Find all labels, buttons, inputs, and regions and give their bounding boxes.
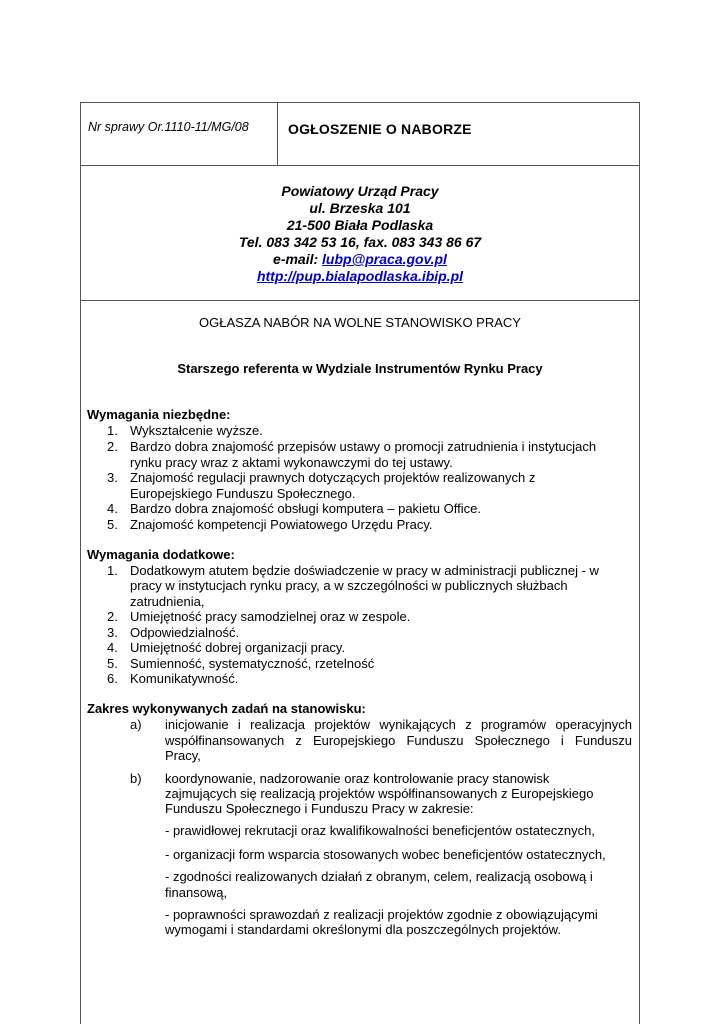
- tasks-heading: Zakres wykonywanych zadań na stanowisku:: [87, 701, 366, 716]
- email-link[interactable]: lubp@praca.gov.pl: [322, 251, 447, 267]
- task-line: Funduszu Społecznego i Funduszu Pracy w zakresie:: [165, 801, 474, 816]
- page-title: OGŁOSZENIE O NABORZE: [288, 121, 472, 137]
- list-item-number: 5.: [107, 656, 118, 671]
- list-item: Wykształcenie wyższe.: [130, 423, 263, 438]
- task-label: b): [130, 771, 142, 786]
- task-subitem: wymogami i standardami określonymi dla poszczególnych projektów.: [165, 922, 561, 937]
- task-line: zajmujących się realizacją projektów współfinansowanych z Europejskiego: [165, 786, 594, 801]
- case-number-cell: [81, 103, 278, 165]
- task-label: a): [130, 717, 142, 732]
- list-item-number: 3.: [107, 470, 118, 485]
- position-title: Starszego referenta w Wydziale Instrumentów Rynku Pracy: [177, 361, 543, 376]
- list-item: Bardzo dobra znajomość obsługi komputera – pakietu Office.: [130, 501, 481, 516]
- list-item-number: 1.: [107, 563, 118, 578]
- list-item: Odpowiedzialność.: [130, 625, 240, 640]
- office-phone: Tel. 083 342 53 16, fax. 083 343 86 67: [238, 234, 482, 250]
- list-item: Bardzo dobra znajomość przepisów ustawy o promocji zatrudnienia i instytucjach: [130, 439, 597, 454]
- task-line: inicjowanie i realizacja projektów wynikających z programów operacyjnych: [165, 717, 632, 732]
- list-item: Umiejętność pracy samodzielnej oraz w zespole.: [130, 609, 411, 624]
- list-item-number: 2.: [107, 609, 118, 624]
- document-frame: [80, 102, 640, 1024]
- list-item-number: 2.: [107, 439, 118, 454]
- list-item: Umiejętność dobrej organizacji pracy.: [130, 640, 346, 655]
- website-link[interactable]: http://pup.bialapodlaska.ibip.pl: [256, 268, 464, 284]
- required-heading: Wymagania niezbędne:: [87, 407, 231, 422]
- office-street: ul. Brzeska 101: [309, 200, 411, 216]
- list-item-number: 3.: [107, 625, 118, 640]
- task-subitem: - prawidłowej rekrutacji oraz kwalifikowalności beneficjentów ostatecznych,: [165, 823, 595, 838]
- task-line: koordynowanie, nadzorowanie oraz kontrolowanie pracy stanowisk: [165, 771, 550, 786]
- header-row: [81, 103, 639, 166]
- task-line: współfinansowanych z Europejskiego Funduszu Społecznego i Funduszu: [165, 733, 632, 748]
- task-subitem: - poprawności sprawozdań z realizacji projektów zgodnie z obowiązującymi: [165, 907, 598, 922]
- list-item-number: 5.: [107, 517, 118, 532]
- task-subitem: finansową,: [165, 885, 228, 900]
- list-item: Znajomość kompetencji Powiatowego Urzędu Pracy.: [130, 517, 433, 532]
- list-item: Sumienność, systematyczność, rzetelność: [130, 656, 375, 671]
- contact-block: [81, 165, 639, 301]
- office-city: 21-500 Biała Podlaska: [286, 217, 434, 233]
- office-email-line: [81, 251, 639, 267]
- list-item-number: 1.: [107, 423, 118, 438]
- list-item: Komunikatywność.: [130, 671, 239, 686]
- office-website-line: [81, 268, 639, 284]
- list-item: pracy w instytucjach rynku pracy, a w szczególności w publicznych służbach: [130, 578, 568, 593]
- list-item-number: 6.: [107, 671, 118, 686]
- task-subitem: - organizacji form wsparcia stosowanych wobec beneficjentów ostatecznych,: [165, 847, 606, 862]
- task-line: Pracy,: [165, 748, 201, 763]
- task-subitem: - zgodności realizowanych działań z obranym, celem, realizacją osobową i: [165, 869, 593, 884]
- list-item: zatrudnienia,: [130, 594, 205, 609]
- list-item-number: 4.: [107, 640, 118, 655]
- list-item-number: 4.: [107, 501, 118, 516]
- list-item: Znajomość regulacji prawnych dotyczących projektów realizowanych z: [130, 470, 536, 485]
- list-item: rynku pracy wraz z aktami wykonawczymi do tej ustawy.: [130, 455, 453, 470]
- office-name: Powiatowy Urząd Pracy: [281, 183, 439, 199]
- list-item: Dodatkowym atutem będzie doświadczenie w pracy w administracji publicznej - w: [130, 563, 599, 578]
- announcement: OGŁASZA NABÓR NA WOLNE STANOWISKO PRACY: [199, 315, 521, 330]
- case-number: Nr sprawy Or.1110-11/MG/08: [88, 120, 249, 134]
- list-item: Europejskiego Funduszu Społecznego.: [130, 486, 356, 501]
- additional-heading: Wymagania dodatkowe:: [87, 547, 235, 562]
- email-label: e-mail:: [273, 251, 323, 267]
